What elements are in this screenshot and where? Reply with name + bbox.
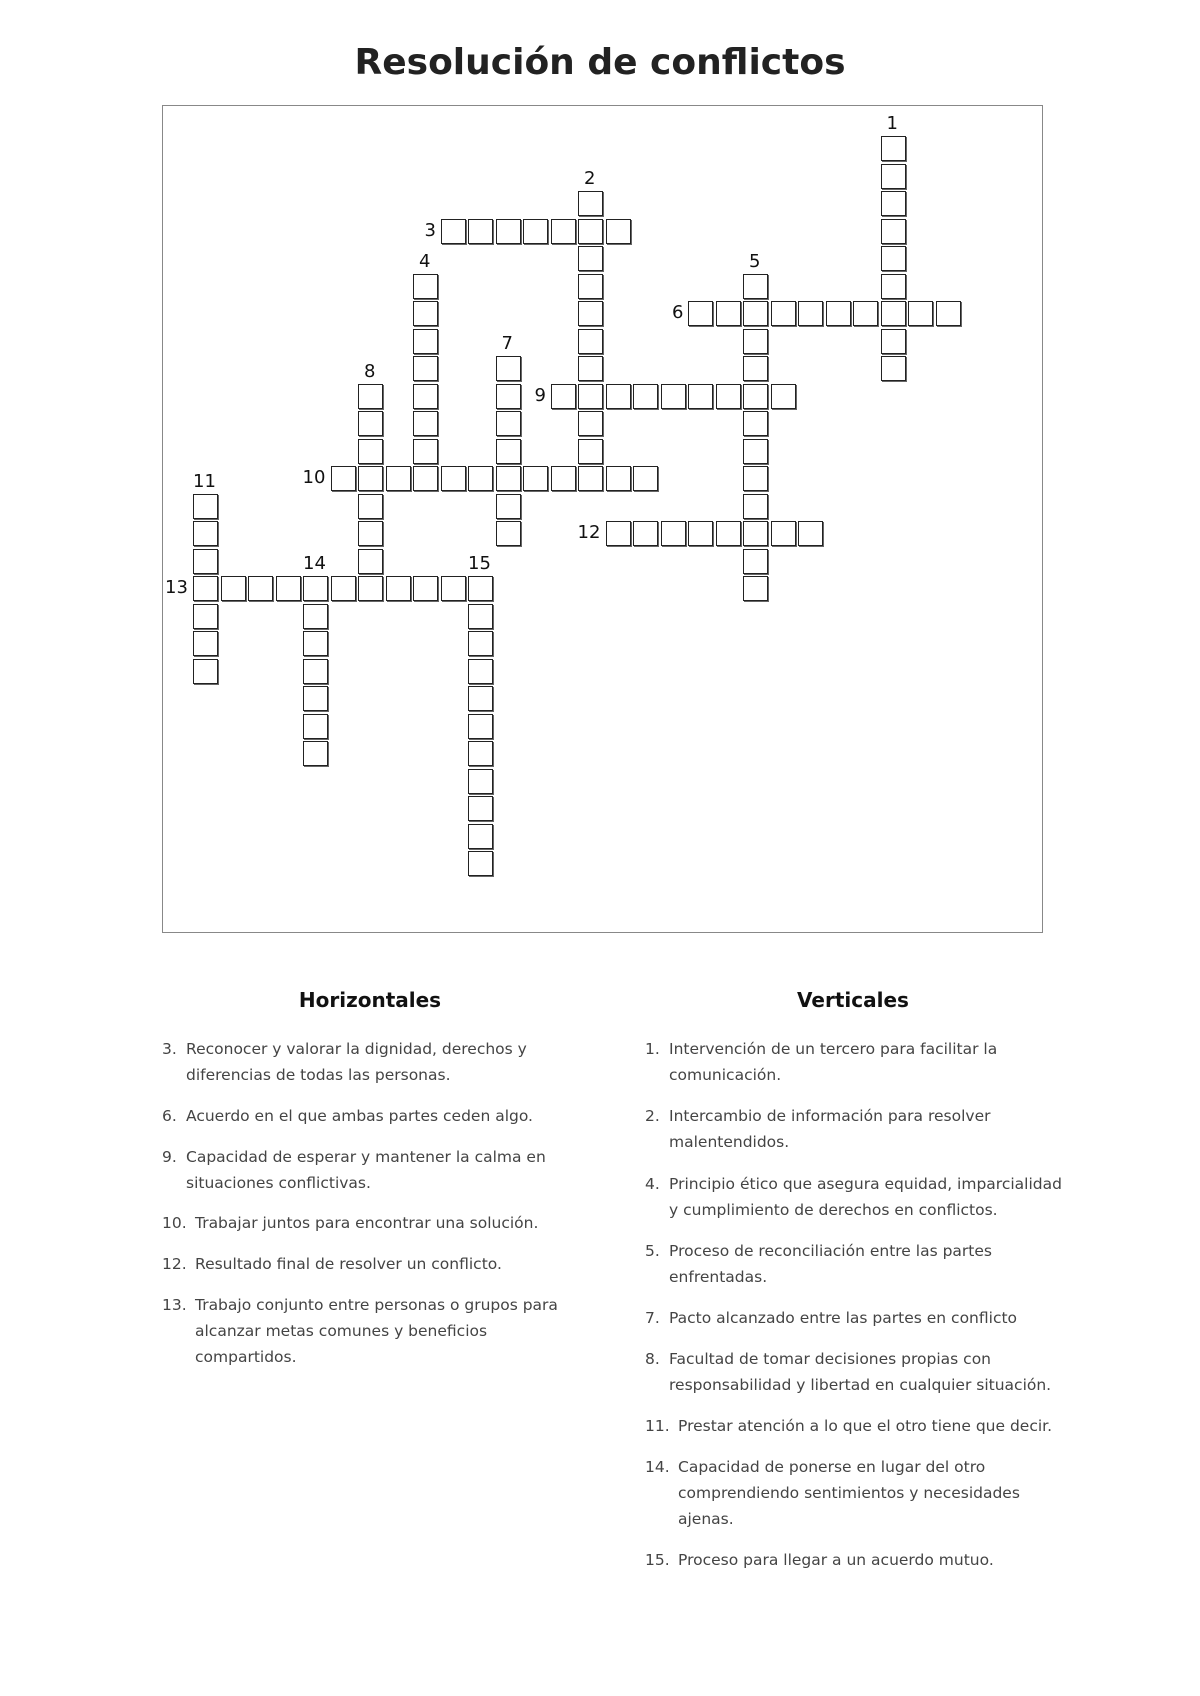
crossword-cell[interactable] — [551, 466, 576, 491]
clue-text: Pacto alcanzado entre las partes en conflicto — [669, 1309, 1018, 1327]
clue-number-7: 7 — [501, 333, 513, 354]
crossword-cell[interactable] — [716, 521, 741, 546]
clue-number-15: 15 — [468, 553, 491, 574]
crossword-cell[interactable] — [193, 604, 218, 629]
crossword-cell[interactable] — [551, 219, 576, 244]
crossword-cell[interactable] — [248, 576, 273, 601]
crossword-cell[interactable] — [331, 576, 356, 601]
crossword-cell[interactable] — [496, 384, 521, 409]
crossword-cell[interactable] — [441, 219, 466, 244]
crossword-cell[interactable] — [881, 136, 906, 161]
clue-text: Acuerdo en el que ambas partes ceden algo. — [186, 1107, 533, 1125]
clue-number-3: 3 — [424, 219, 436, 241]
crossword-cell[interactable] — [578, 384, 603, 409]
crossword-cell[interactable] — [303, 686, 328, 711]
horizontal-clue — [162, 1292, 572, 1370]
crossword-cell[interactable] — [743, 274, 768, 299]
vertical-clue — [645, 1346, 1065, 1398]
crossword-cell[interactable] — [881, 274, 906, 299]
crossword-cell[interactable] — [331, 466, 356, 491]
crossword-cell[interactable] — [468, 796, 493, 821]
crossword-cell[interactable] — [413, 384, 438, 409]
crossword-cell[interactable] — [496, 219, 521, 244]
clue-text: Proceso de reconciliación entre las partes enfrentadas. — [669, 1242, 992, 1286]
horizontal-clue — [162, 1036, 572, 1088]
crossword-cell[interactable] — [358, 439, 383, 464]
crossword-cell[interactable] — [551, 384, 576, 409]
crossword-cell[interactable] — [633, 521, 658, 546]
crossword-cell[interactable] — [936, 301, 961, 326]
crossword-cell[interactable] — [688, 521, 713, 546]
clue-text: Reconocer y valorar la dignidad, derechos y diferencias de todas las personas. — [186, 1040, 527, 1084]
crossword-cell[interactable] — [303, 741, 328, 766]
crossword-cell[interactable] — [743, 439, 768, 464]
crossword-cell[interactable] — [193, 576, 218, 601]
clue-text: Intercambio de información para resolver malentendidos. — [669, 1107, 991, 1151]
crossword-cell[interactable] — [358, 466, 383, 491]
crossword-cell[interactable] — [496, 521, 521, 546]
crossword-cell[interactable] — [798, 301, 823, 326]
crossword-cell[interactable] — [468, 466, 493, 491]
crossword-cell[interactable] — [193, 631, 218, 656]
clue-number: 9. — [162, 1148, 177, 1166]
vertical-clue — [645, 1238, 1065, 1290]
crossword-cell[interactable] — [743, 576, 768, 601]
crossword-cell[interactable] — [578, 274, 603, 299]
crossword-cell[interactable] — [578, 439, 603, 464]
crossword-cell[interactable] — [303, 714, 328, 739]
crossword-cell[interactable] — [771, 384, 796, 409]
crossword-cell[interactable] — [578, 219, 603, 244]
clue-number-2: 2 — [584, 168, 596, 189]
crossword-cell[interactable] — [358, 384, 383, 409]
clue-number: 12. — [162, 1255, 187, 1273]
clue-text: Proceso para llegar a un acuerdo mutuo. — [678, 1551, 994, 1569]
crossword-cell[interactable] — [441, 576, 466, 601]
clue-number-1: 1 — [886, 113, 898, 134]
clue-number: 6. — [162, 1107, 177, 1125]
crossword-cell[interactable] — [881, 329, 906, 354]
horizontal-clue — [162, 1251, 572, 1277]
crossword-cell[interactable] — [413, 411, 438, 436]
crossword-cell[interactable] — [881, 356, 906, 381]
clue-number-11: 11 — [193, 470, 216, 492]
crossword-cell[interactable] — [578, 301, 603, 326]
crossword-cell[interactable] — [468, 576, 493, 601]
crossword-cell[interactable] — [523, 466, 548, 491]
clue-number-5: 5 — [749, 250, 761, 272]
vertical-heading: Verticales — [797, 988, 909, 1012]
horizontal-clue — [162, 1103, 572, 1129]
clue-text: Capacidad de esperar y mantener la calma en situaciones conflictivas. — [186, 1148, 546, 1192]
crossword-cell[interactable] — [496, 411, 521, 436]
crossword-cell[interactable] — [413, 274, 438, 299]
clue-text: Principio ético que asegura equidad, imparcialidad y cumplimiento de derechos en conflictos. — [669, 1175, 1062, 1219]
crossword-cell[interactable] — [468, 741, 493, 766]
clue-number: 15. — [645, 1551, 670, 1569]
clue-number-8: 8 — [364, 360, 376, 382]
crossword-cell[interactable] — [661, 521, 686, 546]
crossword-cell[interactable] — [743, 301, 768, 326]
crossword-cell[interactable] — [606, 219, 631, 244]
crossword-cell[interactable] — [468, 631, 493, 656]
crossword-cell[interactable] — [496, 356, 521, 381]
crossword-cell[interactable] — [221, 576, 246, 601]
vertical-clue — [645, 1547, 1065, 1573]
crossword-cell[interactable] — [303, 604, 328, 629]
clue-number: 5. — [645, 1242, 660, 1260]
crossword-cell[interactable] — [413, 301, 438, 326]
crossword-cell[interactable] — [496, 466, 521, 491]
crossword-cell[interactable] — [468, 219, 493, 244]
crossword-cell[interactable] — [468, 659, 493, 684]
clue-number: 10. — [162, 1214, 187, 1232]
crossword-cell[interactable] — [606, 384, 631, 409]
clue-text: Facultad de tomar decisiones propias con responsabilidad y libertad en cualquier situación. — [669, 1350, 1052, 1394]
clue-text: Trabajar juntos para encontrar una solución. — [195, 1214, 539, 1232]
crossword-cell[interactable] — [468, 714, 493, 739]
crossword-cell[interactable] — [661, 384, 686, 409]
clue-number: 3. — [162, 1040, 177, 1058]
crossword-cell[interactable] — [688, 384, 713, 409]
clue-number-13: 13 — [165, 577, 188, 598]
crossword-cell[interactable] — [523, 219, 548, 244]
crossword-cell[interactable] — [743, 494, 768, 519]
crossword-cell[interactable] — [468, 851, 493, 876]
crossword-cell[interactable] — [358, 576, 383, 601]
crossword-cell[interactable] — [853, 301, 878, 326]
crossword-cell[interactable] — [468, 769, 493, 794]
crossword-cell[interactable] — [413, 356, 438, 381]
crossword-cell[interactable] — [826, 301, 851, 326]
crossword-cell[interactable] — [468, 686, 493, 711]
crossword-cell[interactable] — [743, 384, 768, 409]
crossword-cell[interactable] — [771, 521, 796, 546]
crossword-cell[interactable] — [688, 301, 713, 326]
crossword-cell[interactable] — [413, 576, 438, 601]
crossword-cell[interactable] — [303, 659, 328, 684]
clue-text: Prestar atención a lo que el otro tiene que decir. — [678, 1417, 1053, 1435]
crossword-cell[interactable] — [743, 549, 768, 574]
crossword-cell[interactable] — [606, 466, 631, 491]
clue-text: Capacidad de ponerse en lugar del otro comprendiendo sentimientos y necesidades ajenas. — [678, 1458, 1020, 1528]
crossword-cell[interactable] — [413, 439, 438, 464]
crossword-cell[interactable] — [276, 576, 301, 601]
crossword-cell[interactable] — [468, 824, 493, 849]
crossword-cell[interactable] — [716, 301, 741, 326]
crossword-cell[interactable] — [743, 466, 768, 491]
crossword-cell[interactable] — [578, 356, 603, 381]
clue-text: Intervención de un tercero para facilitar la comunicación. — [669, 1040, 998, 1084]
clue-number: 14. — [645, 1458, 670, 1476]
clue-number-12: 12 — [577, 522, 601, 543]
vertical-clue — [645, 1171, 1065, 1223]
crossword-cell[interactable] — [496, 494, 521, 519]
crossword-cell[interactable] — [193, 494, 218, 519]
crossword-cell[interactable] — [193, 521, 218, 546]
crossword-cell[interactable] — [881, 219, 906, 244]
crossword-cell[interactable] — [771, 301, 796, 326]
crossword-cell[interactable] — [358, 549, 383, 574]
clue-number-10: 10 — [302, 467, 326, 488]
clue-text: Resultado final de resolver un conflicto. — [195, 1255, 502, 1273]
vertical-clue — [645, 1454, 1065, 1532]
clue-number: 11. — [645, 1417, 670, 1435]
crossword-cell[interactable] — [881, 164, 906, 189]
crossword-cell[interactable] — [386, 466, 411, 491]
clue-number: 1. — [645, 1040, 660, 1058]
crossword-cell[interactable] — [743, 356, 768, 381]
clue-text: Trabajo conjunto entre personas o grupos para alcanzar metas comunes y beneficios compartidos. — [195, 1296, 558, 1366]
crossword-cell[interactable] — [633, 384, 658, 409]
crossword-cell[interactable] — [633, 466, 658, 491]
crossword-cell[interactable] — [413, 329, 438, 354]
clue-number: 2. — [645, 1107, 660, 1125]
crossword-cell[interactable] — [358, 521, 383, 546]
crossword-cell[interactable] — [743, 329, 768, 354]
crossword-cell[interactable] — [578, 246, 603, 271]
horizontal-clue — [162, 1210, 572, 1236]
crossword-cell[interactable] — [881, 301, 906, 326]
vertical-clue — [645, 1103, 1065, 1155]
crossword-cell[interactable] — [881, 246, 906, 271]
crossword-cell[interactable] — [578, 411, 603, 436]
clue-number-4: 4 — [419, 250, 431, 272]
page-title: Resolución de conflictos — [354, 42, 846, 83]
clue-number-6: 6 — [672, 302, 684, 323]
vertical-clue — [645, 1305, 1065, 1331]
crossword-cell[interactable] — [496, 439, 521, 464]
clue-number: 13. — [162, 1296, 187, 1314]
clue-number: 8. — [645, 1350, 660, 1368]
clue-number: 7. — [645, 1309, 660, 1327]
crossword-cell[interactable] — [441, 466, 466, 491]
vertical-clue — [645, 1036, 1065, 1088]
crossword-cell[interactable] — [606, 521, 631, 546]
crossword-cell[interactable] — [303, 631, 328, 656]
crossword-cell[interactable] — [468, 604, 493, 629]
horizontal-clue — [162, 1144, 572, 1196]
clue-number: 4. — [645, 1175, 660, 1193]
crossword-cell[interactable] — [358, 411, 383, 436]
crossword-cell[interactable] — [578, 329, 603, 354]
clue-number-9: 9 — [534, 384, 546, 406]
crossword-cell[interactable] — [881, 191, 906, 216]
crossword-cell[interactable] — [743, 521, 768, 546]
crossword-cell[interactable] — [798, 521, 823, 546]
crossword-cell[interactable] — [716, 384, 741, 409]
crossword-cell[interactable] — [908, 301, 933, 326]
crossword-cell[interactable] — [358, 494, 383, 519]
crossword-cell[interactable] — [193, 549, 218, 574]
crossword-cell[interactable] — [743, 411, 768, 436]
vertical-clue — [645, 1413, 1065, 1439]
crossword-cell[interactable] — [193, 659, 218, 684]
horizontal-heading: Horizontales — [298, 988, 442, 1012]
clue-number-14: 14 — [303, 553, 326, 574]
crossword-cell[interactable] — [386, 576, 411, 601]
crossword-cell[interactable] — [413, 466, 438, 491]
crossword-cell[interactable] — [303, 576, 328, 601]
crossword-cell[interactable] — [578, 466, 603, 491]
crossword-cell[interactable] — [578, 191, 603, 216]
